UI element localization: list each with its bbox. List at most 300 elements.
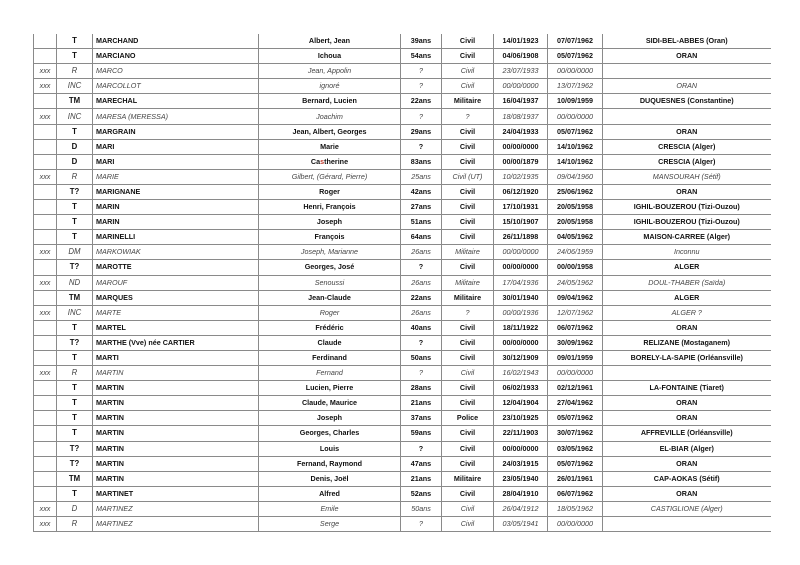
status-cell: Civil [442, 396, 494, 411]
age-cell: 22ans [401, 290, 442, 305]
status-cell: Militaire [442, 471, 494, 486]
firstname-cell: Georges, José [259, 260, 401, 275]
birth-date-cell: 18/08/1937 [494, 109, 548, 124]
firstname-cell: Senoussi [259, 275, 401, 290]
category-cell: T [57, 320, 93, 335]
table-row [34, 154, 771, 169]
firstname-cell: Lucien, Pierre [259, 381, 401, 396]
status-cell: Militaire [442, 290, 494, 305]
table-row [34, 109, 771, 124]
death-date-cell: 05/07/1962 [548, 124, 603, 139]
surname-cell: MARCHAND [93, 34, 259, 49]
flag-cell [34, 441, 57, 456]
table-row [34, 230, 771, 245]
status-cell: Civil [442, 79, 494, 94]
table-row [34, 34, 771, 49]
place-cell: RELIZANE (Mostaganem) [603, 335, 771, 350]
place-cell: ORAN [603, 49, 771, 64]
status-cell: Civil [442, 335, 494, 350]
birth-date-cell: 00/00/0000 [494, 441, 548, 456]
category-cell: T [57, 215, 93, 230]
surname-cell: MARCIANO [93, 49, 259, 64]
category-cell: T [57, 34, 93, 49]
records-table-body [34, 34, 771, 532]
surname-cell: MARECHAL [93, 94, 259, 109]
status-cell: Civil [442, 124, 494, 139]
age-cell: ? [401, 79, 442, 94]
flag-cell [34, 94, 57, 109]
age-cell: 29ans [401, 124, 442, 139]
death-date-cell: 05/07/1962 [548, 456, 603, 471]
surname-cell: MARTHE (Vve) née CARTIER [93, 335, 259, 350]
firstname-cell: Ichoua [259, 49, 401, 64]
firstname-cell: Castherine [259, 154, 401, 169]
flag-cell [34, 184, 57, 199]
category-cell: T? [57, 441, 93, 456]
flag-cell [34, 200, 57, 215]
place-cell: ORAN [603, 124, 771, 139]
table-row [34, 501, 771, 516]
table-row [34, 260, 771, 275]
table-row [34, 396, 771, 411]
status-cell: Civil [442, 184, 494, 199]
status-cell: Civil [442, 320, 494, 335]
firstname-cell: Joseph [259, 215, 401, 230]
table-row [34, 124, 771, 139]
category-cell: T [57, 426, 93, 441]
firstname-cell: Albert, Jean [259, 34, 401, 49]
place-cell: LA-FONTAINE (Tiaret) [603, 381, 771, 396]
flag-cell [34, 139, 57, 154]
birth-date-cell: 12/04/1904 [494, 396, 548, 411]
death-date-cell: 07/07/1962 [548, 34, 603, 49]
place-cell: MAISON-CARREE (Alger) [603, 230, 771, 245]
status-cell: Civil [442, 34, 494, 49]
surname-cell: MARKOWIAK [93, 245, 259, 260]
surname-cell: MARTINET [93, 486, 259, 501]
flag-cell [34, 154, 57, 169]
flag-cell [34, 320, 57, 335]
birth-date-cell: 30/01/1940 [494, 290, 548, 305]
birth-date-cell: 23/07/1933 [494, 64, 548, 79]
place-cell: EL-BIAR (Alger) [603, 441, 771, 456]
death-date-cell: 06/07/1962 [548, 320, 603, 335]
death-date-cell: 27/04/1962 [548, 396, 603, 411]
table-row [34, 245, 771, 260]
place-cell: MANSOURAH (Sétif) [603, 169, 771, 184]
firstname-cell: Frédéric [259, 320, 401, 335]
death-date-cell: 09/04/1960 [548, 169, 603, 184]
birth-date-cell: 22/11/1903 [494, 426, 548, 441]
surname-cell: MARTIN [93, 426, 259, 441]
flag-cell: xxx [34, 79, 57, 94]
firstname-cell: Denis, Joël [259, 471, 401, 486]
surname-cell: MARTINEZ [93, 501, 259, 516]
firstname-cell: ignoré [259, 79, 401, 94]
flag-cell [34, 260, 57, 275]
status-cell: Civil [442, 501, 494, 516]
place-cell: CRESCIA (Alger) [603, 139, 771, 154]
birth-date-cell: 28/04/1910 [494, 486, 548, 501]
death-date-cell: 12/07/1962 [548, 305, 603, 320]
category-cell: T [57, 486, 93, 501]
status-cell: Civil [442, 154, 494, 169]
status-cell: Civil [442, 381, 494, 396]
birth-date-cell: 24/03/1915 [494, 456, 548, 471]
age-cell: ? [401, 441, 442, 456]
flag-cell: xxx [34, 245, 57, 260]
flag-cell [34, 230, 57, 245]
status-cell: Militaire [442, 94, 494, 109]
firstname-cell: François [259, 230, 401, 245]
flag-cell [34, 49, 57, 64]
birth-date-cell: 06/12/1920 [494, 184, 548, 199]
category-cell: R [57, 64, 93, 79]
table-row [34, 517, 771, 532]
category-cell: INC [57, 305, 93, 320]
flag-cell [34, 411, 57, 426]
flag-cell [34, 335, 57, 350]
table-row [34, 139, 771, 154]
firstname-cell: Gilbert, (Gérard, Pierre) [259, 169, 401, 184]
death-date-cell: 05/07/1962 [548, 49, 603, 64]
table-row [34, 169, 771, 184]
flag-cell [34, 290, 57, 305]
status-cell: Militaire [442, 245, 494, 260]
category-cell: R [57, 517, 93, 532]
table-row [34, 441, 771, 456]
status-cell: Civil [442, 350, 494, 365]
death-date-cell: 09/01/1959 [548, 350, 603, 365]
death-date-cell: 25/06/1962 [548, 184, 603, 199]
status-cell: Civil (UT) [442, 169, 494, 184]
death-date-cell: 18/05/1962 [548, 501, 603, 516]
birth-date-cell: 23/05/1940 [494, 471, 548, 486]
death-date-cell: 00/00/0000 [548, 109, 603, 124]
status-cell: Civil [442, 456, 494, 471]
table-row [34, 94, 771, 109]
surname-cell: MARTIN [93, 366, 259, 381]
birth-date-cell: 00/00/0000 [494, 79, 548, 94]
death-date-cell: 26/01/1961 [548, 471, 603, 486]
status-cell: Civil [442, 441, 494, 456]
flag-cell [34, 456, 57, 471]
age-cell: ? [401, 517, 442, 532]
category-cell: R [57, 366, 93, 381]
death-date-cell: 24/05/1962 [548, 275, 603, 290]
age-cell: 42ans [401, 184, 442, 199]
place-cell [603, 109, 771, 124]
status-cell: Militaire [442, 275, 494, 290]
flag-cell: xxx [34, 305, 57, 320]
death-date-cell: 14/10/1962 [548, 154, 603, 169]
surname-cell: MARTIN [93, 456, 259, 471]
status-cell: Civil [442, 49, 494, 64]
surname-cell: MARGRAIN [93, 124, 259, 139]
death-date-cell: 00/00/0000 [548, 366, 603, 381]
place-cell: ORAN [603, 79, 771, 94]
birth-date-cell: 17/10/1931 [494, 200, 548, 215]
death-date-cell: 20/05/1958 [548, 200, 603, 215]
death-date-cell: 03/05/1962 [548, 441, 603, 456]
surname-cell: MARIN [93, 200, 259, 215]
category-cell: TM [57, 94, 93, 109]
category-cell: DM [57, 245, 93, 260]
age-cell: 25ans [401, 169, 442, 184]
table-row [34, 366, 771, 381]
age-cell: 26ans [401, 305, 442, 320]
death-date-cell: 30/09/1962 [548, 335, 603, 350]
status-cell: Police [442, 411, 494, 426]
table-row [34, 215, 771, 230]
flag-cell: xxx [34, 517, 57, 532]
firstname-cell: Joseph [259, 411, 401, 426]
age-cell: 22ans [401, 94, 442, 109]
firstname-cell: Jean, Albert, Georges [259, 124, 401, 139]
table-row [34, 335, 771, 350]
place-cell: SIDI-BEL-ABBES (Oran) [603, 34, 771, 49]
category-cell: D [57, 154, 93, 169]
table-row [34, 350, 771, 365]
birth-date-cell: 26/11/1898 [494, 230, 548, 245]
table-row [34, 275, 771, 290]
death-date-cell: 05/07/1962 [548, 411, 603, 426]
place-cell: ALGER ? [603, 305, 771, 320]
flag-cell: xxx [34, 501, 57, 516]
flag-cell [34, 471, 57, 486]
firstname-cell: Roger [259, 184, 401, 199]
surname-cell: MARTIN [93, 411, 259, 426]
death-date-cell: 24/06/1959 [548, 245, 603, 260]
age-cell: 64ans [401, 230, 442, 245]
birth-date-cell: 06/02/1933 [494, 381, 548, 396]
surname-cell: MARIE [93, 169, 259, 184]
place-cell: ORAN [603, 486, 771, 501]
status-cell: Civil [442, 486, 494, 501]
place-cell: DOUL-THABER (Saïda) [603, 275, 771, 290]
category-cell: T [57, 200, 93, 215]
surname-cell: MARTI [93, 350, 259, 365]
age-cell: 47ans [401, 456, 442, 471]
table-row [34, 456, 771, 471]
firstname-cell: Fernand, Raymond [259, 456, 401, 471]
table-row [34, 381, 771, 396]
age-cell: 21ans [401, 396, 442, 411]
status-cell: Civil [442, 366, 494, 381]
age-cell: 59ans [401, 426, 442, 441]
surname-cell: MARCO [93, 64, 259, 79]
category-cell: T [57, 411, 93, 426]
firstname-cell: Fernand [259, 366, 401, 381]
firstname-cell: Joachim [259, 109, 401, 124]
place-cell: IGHIL-BOUZEROU (Tizi-Ouzou) [603, 200, 771, 215]
flag-cell: xxx [34, 366, 57, 381]
place-cell: DUQUESNES (Constantine) [603, 94, 771, 109]
birth-date-cell: 04/06/1908 [494, 49, 548, 64]
age-cell: 50ans [401, 501, 442, 516]
birth-date-cell: 26/04/1912 [494, 501, 548, 516]
death-date-cell: 14/10/1962 [548, 139, 603, 154]
surname-cell: MARCOLLOT [93, 79, 259, 94]
death-date-cell: 10/09/1959 [548, 94, 603, 109]
age-cell: 26ans [401, 245, 442, 260]
category-cell: T [57, 49, 93, 64]
place-cell: Inconnu [603, 245, 771, 260]
death-date-cell: 09/04/1962 [548, 290, 603, 305]
flag-cell [34, 350, 57, 365]
birth-date-cell: 10/02/1935 [494, 169, 548, 184]
category-cell: ND [57, 275, 93, 290]
firstname-cell: Georges, Charles [259, 426, 401, 441]
status-cell: Civil [442, 139, 494, 154]
category-cell: T [57, 350, 93, 365]
table-row [34, 411, 771, 426]
surname-cell: MARTIN [93, 471, 259, 486]
age-cell: ? [401, 260, 442, 275]
firstname-cell: Claude [259, 335, 401, 350]
category-cell: D [57, 501, 93, 516]
table-row [34, 290, 771, 305]
category-cell: T [57, 381, 93, 396]
age-cell: 39ans [401, 34, 442, 49]
place-cell [603, 517, 771, 532]
death-date-cell: 00/00/0000 [548, 64, 603, 79]
firstname-cell: Jean-Claude [259, 290, 401, 305]
firstname-cell: Roger [259, 305, 401, 320]
age-cell: 40ans [401, 320, 442, 335]
age-cell: 54ans [401, 49, 442, 64]
age-cell: ? [401, 335, 442, 350]
surname-cell: MARIN [93, 215, 259, 230]
status-cell: Civil [442, 230, 494, 245]
category-cell: D [57, 139, 93, 154]
flag-cell [34, 34, 57, 49]
surname-cell: MAROTTE [93, 260, 259, 275]
place-cell: CRESCIA (Alger) [603, 154, 771, 169]
place-cell: ORAN [603, 456, 771, 471]
table-row [34, 486, 771, 501]
firstname-cell: Louis [259, 441, 401, 456]
firstname-cell: Emile [259, 501, 401, 516]
death-date-cell: 00/00/0000 [548, 517, 603, 532]
birth-date-cell: 00/00/1879 [494, 154, 548, 169]
place-cell: AFFREVILLE (Orléansville) [603, 426, 771, 441]
flag-cell: xxx [34, 169, 57, 184]
category-cell: T [57, 124, 93, 139]
surname-cell: MARTEL [93, 320, 259, 335]
firstname-cell: Bernard, Lucien [259, 94, 401, 109]
age-cell: 51ans [401, 215, 442, 230]
surname-cell: MARTIN [93, 441, 259, 456]
surname-cell: MARI [93, 154, 259, 169]
category-cell: T? [57, 184, 93, 199]
category-cell: TM [57, 471, 93, 486]
place-cell: ALGER [603, 290, 771, 305]
table-row [34, 200, 771, 215]
status-cell: Civil [442, 64, 494, 79]
age-cell: 52ans [401, 486, 442, 501]
age-cell: 83ans [401, 154, 442, 169]
birth-date-cell: 16/04/1937 [494, 94, 548, 109]
category-cell: T? [57, 260, 93, 275]
category-cell: T? [57, 456, 93, 471]
firstname-cell: Henri, François [259, 200, 401, 215]
status-cell: Civil [442, 426, 494, 441]
firstname-cell: Alfred [259, 486, 401, 501]
flag-cell: xxx [34, 109, 57, 124]
death-date-cell: 13/07/1962 [548, 79, 603, 94]
category-cell: T? [57, 335, 93, 350]
birth-date-cell: 00/00/0000 [494, 260, 548, 275]
status-cell: ? [442, 109, 494, 124]
age-cell: ? [401, 139, 442, 154]
firstname-cell: Jean, Appolin [259, 64, 401, 79]
birth-date-cell: 24/04/1933 [494, 124, 548, 139]
place-cell [603, 366, 771, 381]
flag-cell [34, 396, 57, 411]
birth-date-cell: 03/05/1941 [494, 517, 548, 532]
category-cell: R [57, 169, 93, 184]
flag-cell [34, 124, 57, 139]
death-date-cell: 06/07/1962 [548, 486, 603, 501]
age-cell: ? [401, 366, 442, 381]
table-row [34, 184, 771, 199]
death-date-cell: 00/00/1958 [548, 260, 603, 275]
table-row [34, 64, 771, 79]
flag-cell: xxx [34, 64, 57, 79]
surname-cell: MARQUES [93, 290, 259, 305]
surname-cell: MARIGNANE [93, 184, 259, 199]
firstname-cell: Claude, Maurice [259, 396, 401, 411]
surname-cell: MARESA (MERESSA) [93, 109, 259, 124]
table-row [34, 49, 771, 64]
status-cell: Civil [442, 260, 494, 275]
status-cell: Civil [442, 200, 494, 215]
age-cell: 26ans [401, 275, 442, 290]
highlighted-letter: s [320, 156, 325, 166]
birth-date-cell: 15/10/1907 [494, 215, 548, 230]
table-row [34, 426, 771, 441]
place-cell: ORAN [603, 184, 771, 199]
surname-cell: MARTE [93, 305, 259, 320]
place-cell: ORAN [603, 411, 771, 426]
death-date-cell: 20/05/1958 [548, 215, 603, 230]
category-cell: T [57, 230, 93, 245]
birth-date-cell: 17/04/1936 [494, 275, 548, 290]
birth-date-cell: 23/10/1925 [494, 411, 548, 426]
category-cell: INC [57, 109, 93, 124]
birth-date-cell: 14/01/1923 [494, 34, 548, 49]
age-cell: 21ans [401, 471, 442, 486]
birth-date-cell: 16/02/1943 [494, 366, 548, 381]
surname-cell: MARTIN [93, 381, 259, 396]
death-date-cell: 04/05/1962 [548, 230, 603, 245]
records-table [33, 34, 771, 532]
table-row [34, 320, 771, 335]
surname-cell: MARINELLI [93, 230, 259, 245]
age-cell: 50ans [401, 350, 442, 365]
surname-cell: MAROUF [93, 275, 259, 290]
age-cell: ? [401, 64, 442, 79]
age-cell: 37ans [401, 411, 442, 426]
surname-cell: MARTIN [93, 396, 259, 411]
place-cell: IGHIL-BOUZEROU (Tizi-Ouzou) [603, 215, 771, 230]
age-cell: ? [401, 109, 442, 124]
flag-cell [34, 381, 57, 396]
firstname-cell: Ferdinand [259, 350, 401, 365]
birth-date-cell: 00/00/0000 [494, 335, 548, 350]
table-row [34, 305, 771, 320]
